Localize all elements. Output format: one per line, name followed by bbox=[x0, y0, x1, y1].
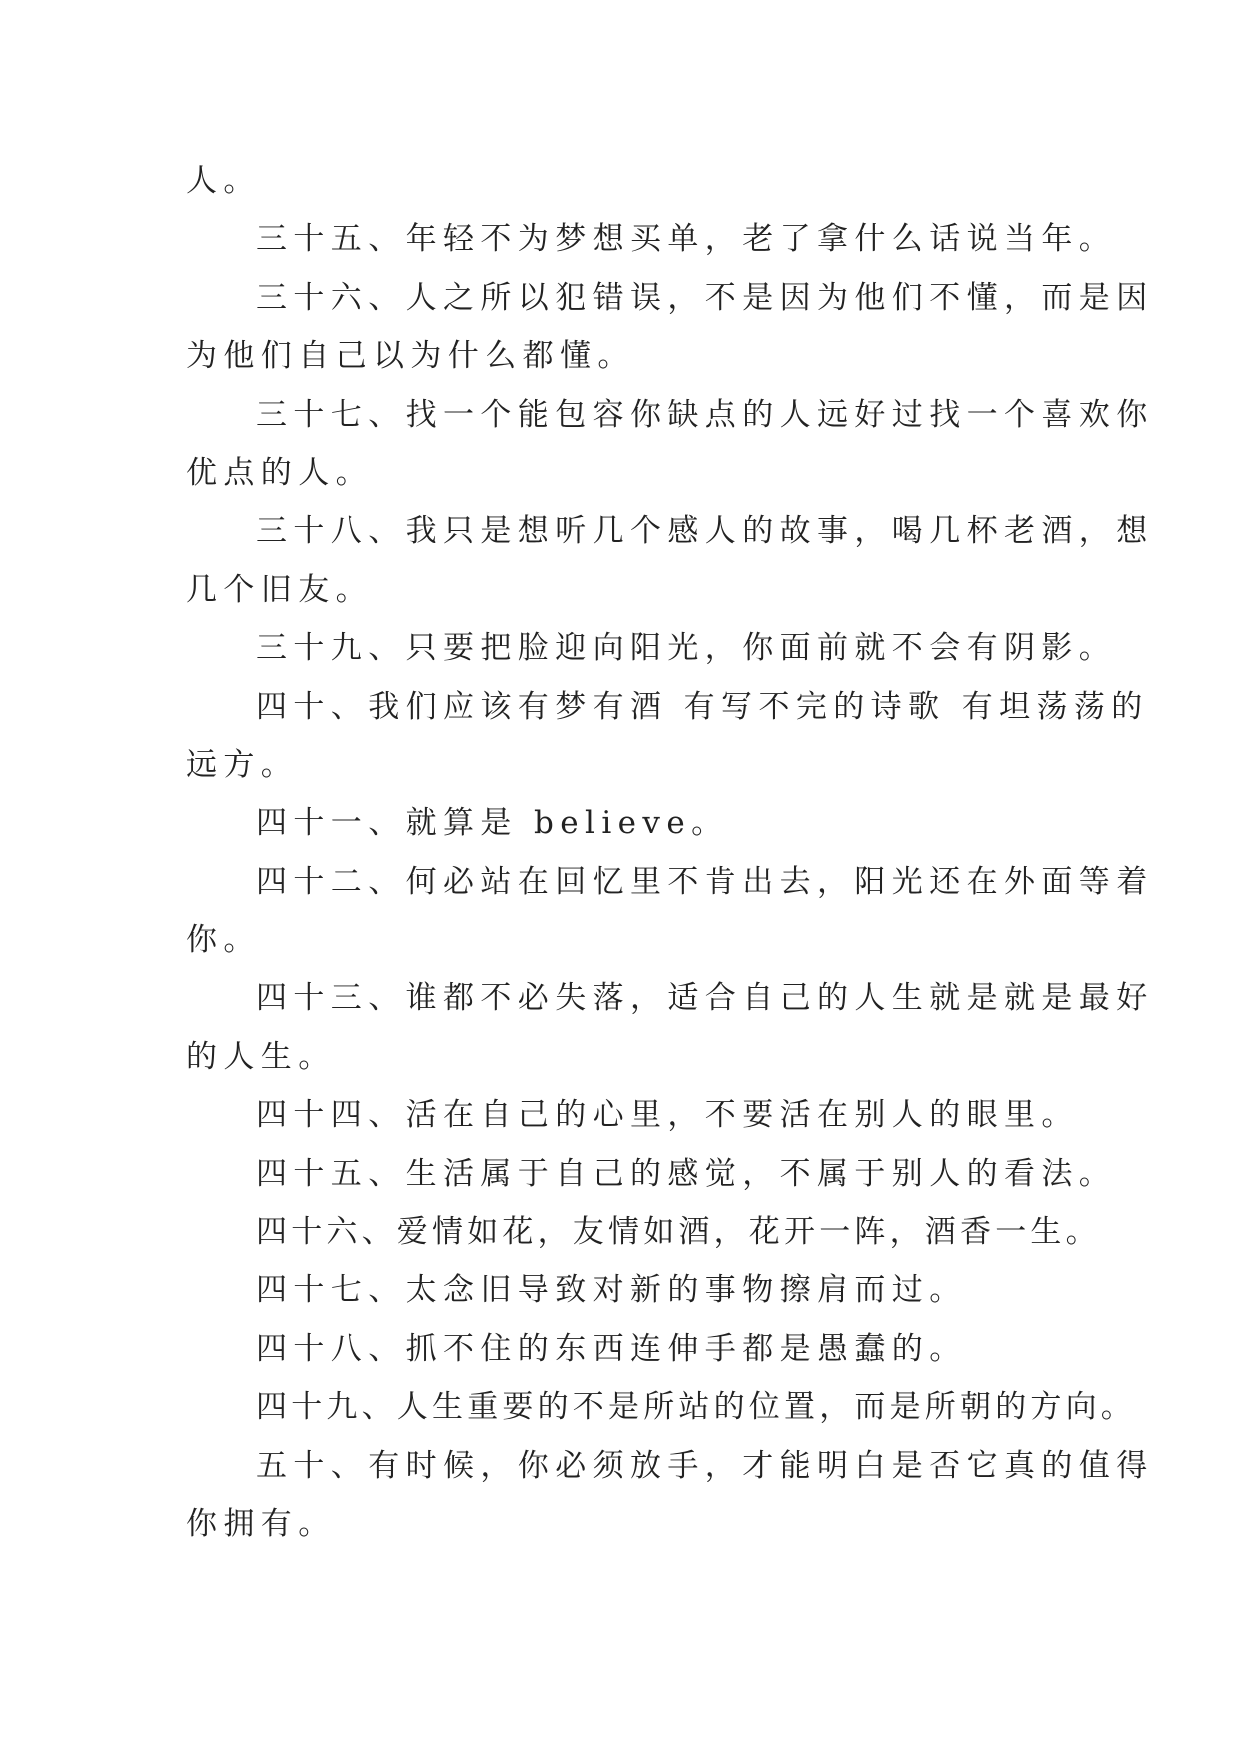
text-line: 五十、有时候，你必须放手，才能明白是否它真的值得 bbox=[256, 1447, 1154, 1484]
text-line: 四十八、抓不住的东西连伸手都是愚蠢的。 bbox=[256, 1330, 967, 1367]
text-line: 几个旧友。 bbox=[186, 571, 373, 608]
text-line: 三十七、找一个能包容你缺点的人远好过找一个喜欢你 bbox=[256, 396, 1154, 433]
text-line: 四十六、爱情如花，友情如酒，花开一阵，酒香一生。 bbox=[256, 1214, 1101, 1251]
text-line: 远方。 bbox=[186, 746, 299, 783]
text-line: 四十、我们应该有梦有酒 有写不完的诗歌 有坦荡荡的 bbox=[256, 688, 1149, 725]
document-body bbox=[186, 152, 1154, 1553]
text-line: 你。 bbox=[186, 922, 261, 959]
text-line: 优点的人。 bbox=[186, 454, 373, 491]
text-line: 为他们自己以为什么都懂。 bbox=[186, 338, 635, 375]
text-line: 四十九、人生重要的不是所站的位置，而是所朝的方向。 bbox=[256, 1389, 1136, 1426]
text-line: 四十五、生活属于自己的感觉，不属于别人的看法。 bbox=[256, 1155, 1117, 1192]
text-line: 四十七、太念旧导致对新的事物擦肩而过。 bbox=[256, 1272, 967, 1309]
text-line: 四十四、活在自己的心里，不要活在别人的眼里。 bbox=[256, 1097, 1079, 1134]
text-line: 三十六、人之所以犯错误，不是因为他们不懂，而是因 bbox=[256, 279, 1154, 316]
text-line: 你拥有。 bbox=[186, 1505, 336, 1542]
text-line: 三十五、年轻不为梦想买单，老了拿什么话说当年。 bbox=[256, 221, 1117, 258]
text-line: 的人生。 bbox=[186, 1038, 336, 1075]
text-line: 人。 bbox=[186, 163, 261, 199]
text-line: 四十三、谁都不必失落，适合自己的人生就是就是最好 bbox=[256, 980, 1154, 1017]
text-line: 四十二、何必站在回忆里不肯出去，阳光还在外面等着 bbox=[256, 863, 1154, 900]
text-line: 三十八、我只是想听几个感人的故事，喝几杯老酒，想 bbox=[256, 513, 1154, 550]
text-line: 四十一、就算是 believe。 bbox=[256, 805, 729, 842]
text-line: 三十九、只要把脸迎向阳光，你面前就不会有阴影。 bbox=[256, 630, 1117, 667]
